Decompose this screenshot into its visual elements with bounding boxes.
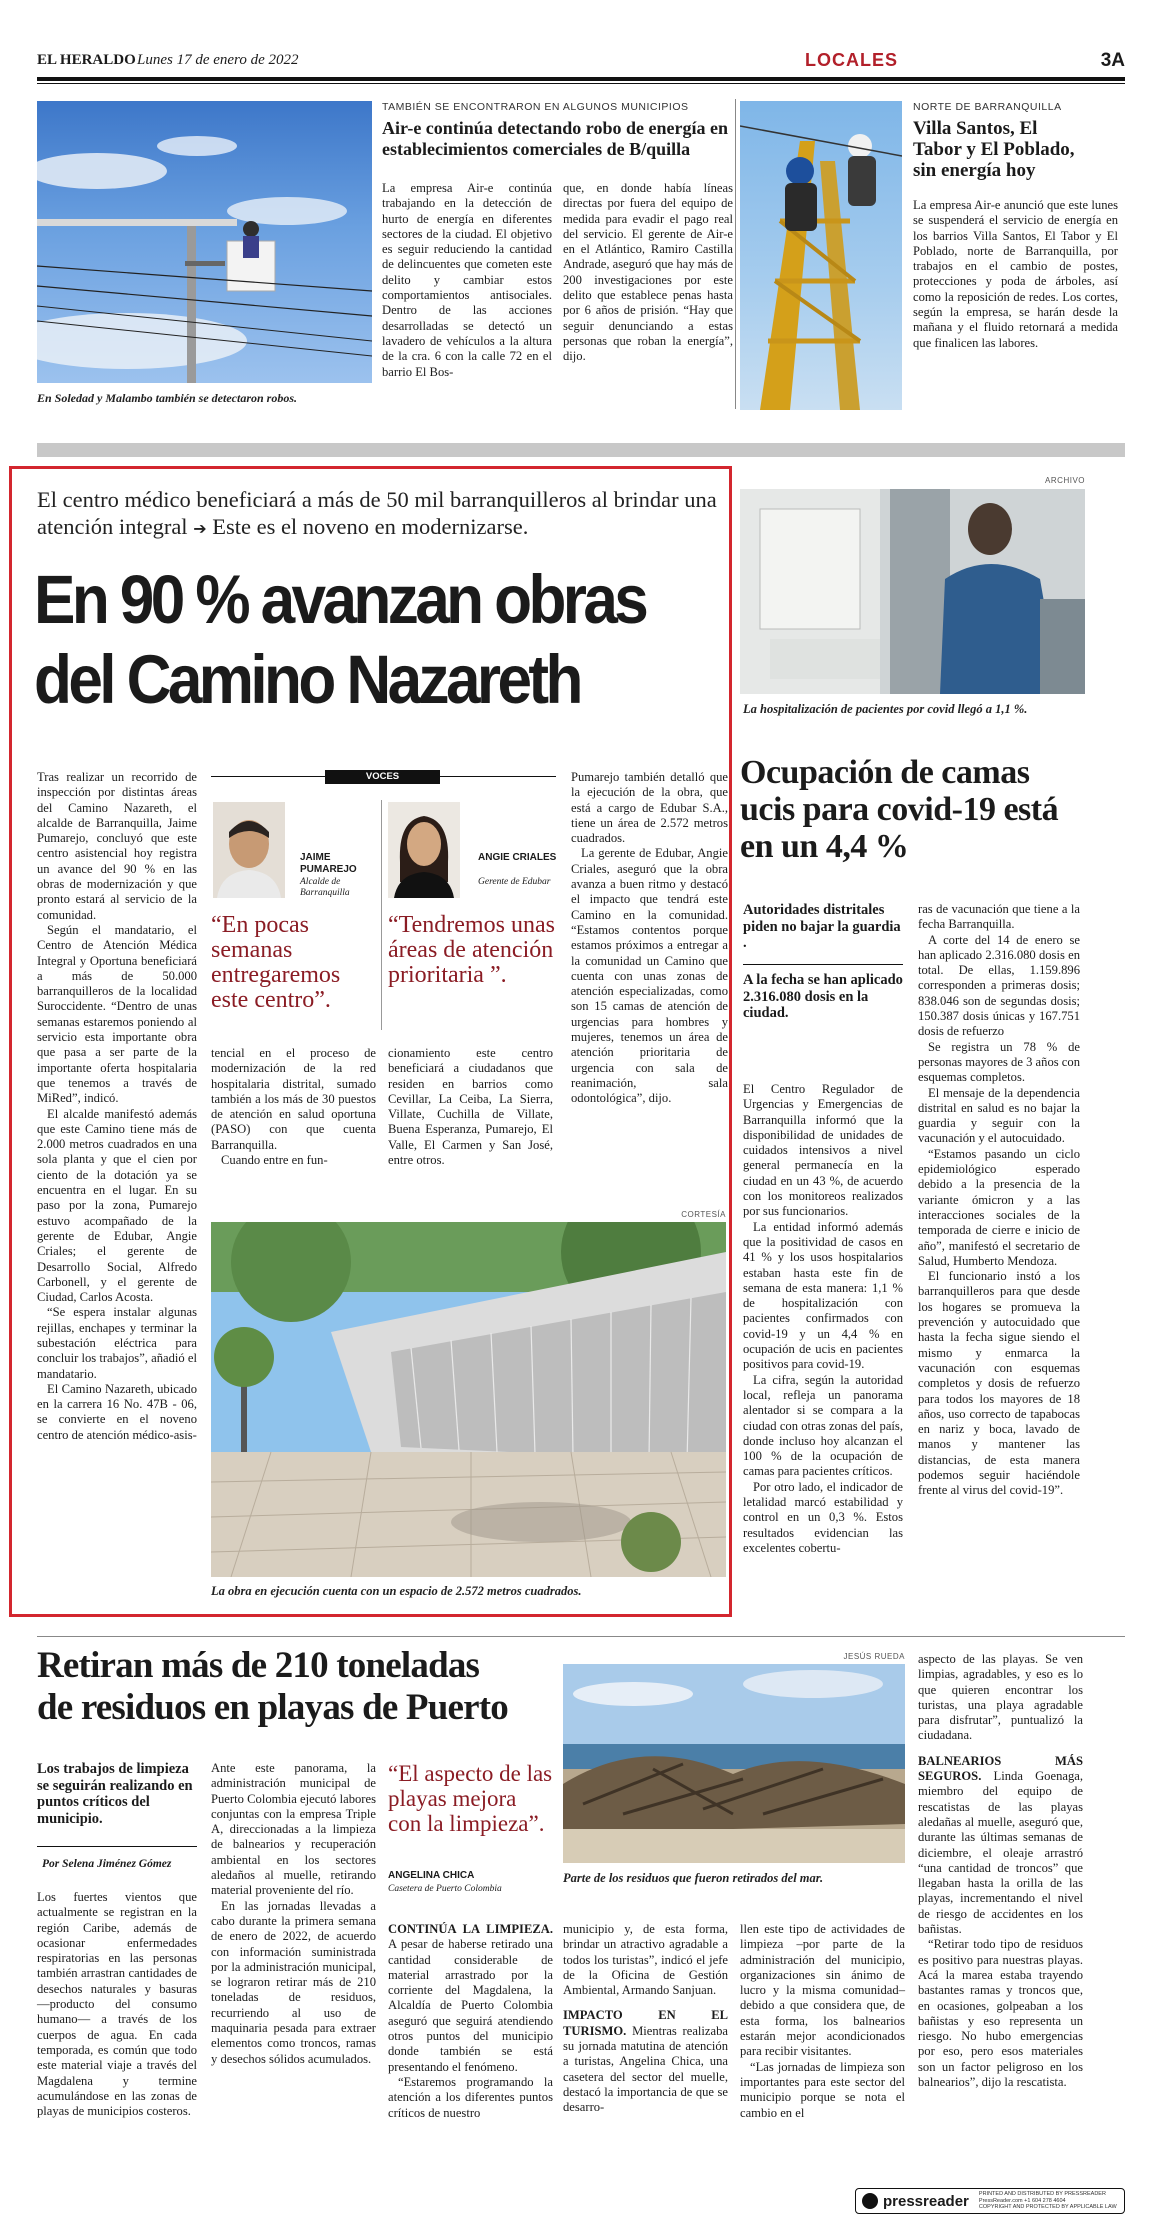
beach-col1-text: Los fuertes vientos que actualmente se registran en la región Caribe, además de ocasionar enfermedades respiratorias en las personas también arrastran cantidades de desechos naturales y basuras —producto del consumo humano— a través de los cuerpos de agua. En cada temporada, es común que todo este material viaje a través del Magdalena y termine acumulándose en las zonas de playas de municipios costeros.: [37, 1890, 197, 2119]
section-divider: [37, 1636, 1125, 1637]
column-divider: [735, 99, 736, 409]
criales-name: ANGIE CRIALES: [478, 852, 557, 863]
beach-col2-p2: En las jornadas llevadas a cabo durante la primera semana de enero de 2022, de acuerdo con información suministrada por la administración municipal, se lograron retirar más de 210 toneladas de residuos, recurriendo al uso de maquinaria pesada para extraer elementos como troncos, ramas y desechos sólidos acumulados.: [211, 1898, 376, 2066]
beach-photo-credit: JESÚS RUEDA: [843, 1652, 905, 1661]
lineman-photo: [740, 101, 902, 410]
beach-col4-p1: municipio y, de esta forma, brindar un atractivo agradable a todos los turistas”, indicó el jefe de la Oficina de Gestión Ambiental, Armando Sanjuan.: [563, 1922, 728, 1998]
covid-sub2: A la fecha se han aplicado 2.316.080 dosis en la ciudad.: [743, 972, 903, 1021]
story1-kicker: TAMBIÉN SE ENCONTRARON EN ALGUNOS MUNICIPIOS: [382, 101, 689, 113]
story1-col1: [382, 181, 552, 380]
arrow-icon: ➔: [193, 519, 207, 538]
beach-col1: [37, 1890, 197, 2119]
beach-col3-head: CONTINÚA LA LIMPIEZA.: [388, 1922, 553, 1936]
beach-sub: Los trabajos de limpieza se seguirán realizando en puntos críticos del municipio.: [37, 1761, 193, 1827]
main-col1-p2: Según el mandatario, el Centro de Atención Médica Integral y Oportuna beneficiará a más de 50.000 barranquilleros de la localidad Suroccidente. “Dentro de unas semanas estaremos poniendo al servicio esta importante obra que pasa a ser parte de la importante oferta hospitalaria que tenemos a través de MiRed”, indicó.: [37, 922, 197, 1106]
beach-col5: [740, 1922, 905, 2121]
pressreader-footer: [855, 2188, 1125, 2214]
story1-photo-caption: En Soledad y Malambo también se detectaron robos.: [37, 391, 298, 405]
pumarejo-name: JAIME PUMAREJO: [300, 852, 357, 875]
beach-photo: [563, 1664, 905, 1863]
main-col1-p4: “Se espera instalar algunas rejillas, enchapes y terminar la subestación eléctrica para concluir los trabajos”, añadió el mandatario.: [37, 1305, 197, 1381]
avatar-criales: [388, 802, 460, 898]
footer-fine-2: PressReader.com +1 604 278 4604: [978, 2197, 1066, 2204]
beach-col5-p2: “Las jornadas de limpieza son importantes para este sector del municipio porque se nota el cambio en el: [740, 2059, 905, 2120]
hospital-photo: [740, 489, 1085, 694]
main-headline: [34, 560, 655, 720]
page-number: 3A: [1100, 50, 1125, 71]
main-deck-text: El centro médico beneficiará a más de 50 mil barranquilleros al brindar una atención integral: [37, 487, 717, 539]
header-rule: [37, 77, 1125, 81]
covid-col1-p3: La cifra, según la autoridad local, refleja un panorama alentador si se compara a la ciudad con otras zonas del país, donde incluso hoy alcanzan el 100 % de la ocupación de camas para pacientes críticos.: [743, 1372, 903, 1479]
main-col1-p1: Tras realizar un recorrido de inspección por distintas áreas del Camino Nazareth, el alcalde de Barranquilla, Jaime Pumarejo, concluyó que este centro asistencial hoy registra un avance del 90 % en las obras de modernización y que pronto estará al servicio de la comunidad.: [37, 770, 197, 922]
masthead: [37, 50, 1125, 76]
main-col1-p5: El Camino Nazareth, ubicado en la carrera 16 No. 47B - 06, se convierte en el noveno centro de atención médico-asis-: [37, 1381, 197, 1442]
footer-fine-1: PRINTED AND DISTRIBUTED BY PRESSREADER: [978, 2191, 1106, 2198]
main-col2: [211, 1046, 376, 1168]
main-col3-p1: cionamiento este centro beneficiará a ciudadanos que residen en barrios como Cevillar, La Ceiba, La Sierra, Villate, Cuchilla de Villate, Buena Esperanza, Pumarejo, El Valle, El Carmen y San José, entre otros.: [388, 1046, 553, 1168]
beach-headline: [37, 1645, 577, 1729]
building-photo: [211, 1222, 726, 1577]
beach-quote-name: ANGELINA CHICA: [388, 1870, 475, 1881]
building-photo-credit: CORTESÍA: [681, 1210, 726, 1219]
beach-col4-text: Mientras realizaba su jornada matutina de atención a turistas, Angelina Chica, una casetera del sector del muelle, destacó la importancia de que se desarro-: [563, 2023, 728, 2115]
beach-byline-rule: [37, 1846, 197, 1847]
pressreader-logo-icon: [862, 2193, 878, 2209]
main-headline-line2: del Camino Nazareth: [34, 641, 580, 718]
beach-headline-line1: Retiran más de 210 toneladas: [37, 1645, 480, 1686]
paper-name: EL HERALDO: [37, 52, 136, 68]
header-rule-thin: [37, 83, 1125, 84]
main-col2-p2: Cuando entre en fun-: [221, 1153, 328, 1168]
covid-photo-caption: La hospitalización de pacientes por covid llegó a 1,1 %.: [743, 702, 1028, 716]
beach-photo-caption: Parte de los residuos que fueron retirados del mar.: [563, 1871, 824, 1885]
main-deck: [37, 486, 727, 542]
main-col4-p1: Pumarejo también detalló que la ejecución de la obra, que está a cargo de Edubar S.A., tiene un área de 2.572 metros cuadrados.: [571, 770, 728, 846]
covid-col2-p1: ras de vacunación que tiene a la fecha Barranquilla.: [918, 902, 1080, 932]
footer-fine-3: COPYRIGHT AND PROTECTED BY APPLICABLE LAW: [978, 2204, 1117, 2211]
beach-col6-head: BALNEARIOS MÁS SEGUROS.: [918, 1753, 1083, 1784]
power-line-photo: [37, 101, 372, 383]
beach-col3-text: A pesar de haberse retirado una cantidad considerable de material arrastrado por la corriente del Magdalena, la Alcaldía de Puerto Colombia aseguró que seguirá atendiendo otros puntos del municipio donde también se está presentando el fenómeno.: [388, 1937, 553, 2074]
separator-band: [37, 443, 1125, 457]
covid-sub1: Autoridades distritales piden no bajar la guardia .: [743, 902, 901, 951]
story2-body-text: La empresa Air-e anunció que este lunes se suspenderá el servicio de energía en los barrios Villa Santos, El Tabor y El Poblado, norte de Barranquilla, por trabajos en el cambio de postes, protecciones y poda de árboles, así como la reposición de redes. Los cortes, según la empresa, se harán desde la mañana y el fluido retornará a medida que finalicen las labores.: [913, 198, 1118, 350]
beach-col3-p2: “Estaremos programando la atención a los diferentes puntos críticos de nuestro: [388, 2074, 553, 2120]
main-col1: [37, 770, 197, 1443]
main-deck-text-2: Este es el noveno en modernizarse.: [212, 514, 529, 539]
beach-quote: “El aspecto de las playas mejora con la limpieza”.: [388, 1761, 553, 1836]
beach-col6-p3: “Retirar todo tipo de residuos es positivo para nuestras playas. Acá la marea estaba trayendo bastantes ramas y troncos que, en ocasiones, golpeaban a los bañistas y eso representa un riesgo. No hubo emergencias por eso, pero esos materiales son un factor peligroso en los balnearios”, dijo la rescatista.: [918, 1937, 1083, 2090]
covid-col2: [918, 902, 1080, 1499]
main-col1-p3: El alcalde manifestó además que este Camino tiene más de 2.000 metros cuadrados en una sola planta y que el cien por ciento de la dotación ya se encuentra en el lugar. En su paso por la zona, Pumarejo estuvo acompañado de la gerente de Edubar, Angie Criales; el gerente de Desarrollo Social, Alfredo Carbonell, y el gerente de Ciudad, Carlos Acosta.: [37, 1106, 197, 1305]
pressreader-brand: pressreader: [883, 2192, 969, 2210]
main-col2-p1: tencial en el proceso de modernización de la red hospitalaria distrital, sumado también a los más de 30 puestos de atención en salud oportuna (PASO) con que cuenta Barranquilla.: [211, 1046, 376, 1152]
story1-col2: [563, 181, 733, 365]
pumarejo-role: Alcalde de Barranquilla: [300, 877, 350, 898]
beach-col4-head: IMPACTO EN EL TURISMO.: [563, 2008, 728, 2038]
story1-headline: Air-e continúa detectando robo de energía en establecimientos comerciales de B/quilla: [382, 118, 728, 159]
beach-col6-p1: aspecto de las playas. Se ven limpias, agradables, y eso es lo que quieren encontrar los turistas, una playa agradable para disfrutar”, puntualizó la ciudadana.: [918, 1652, 1083, 1743]
covid-sub-rule: [743, 964, 903, 965]
covid-col1: [743, 1082, 903, 1556]
beach-headline-line2: de residuos en playas de Puerto: [37, 1687, 508, 1728]
main-col4: [571, 770, 728, 1107]
beach-col5-p1: llen este tipo de actividades de limpieza –por parte de la administración del municipio, organizaciones sin ánimo de lucro y la misma comunidad– debido a que considera que, de esta forma, los balnearios estarán mejor acondicionados para recibir visitantes.: [740, 1922, 905, 2059]
criales-role: Gerente de Edubar: [478, 877, 551, 887]
covid-col2-p4: El mensaje de la dependencia distrital en salud es no bajar la guardia y seguir con la vacunación y el autocuidado.: [918, 1085, 1080, 1146]
covid-col1-p2: La entidad informó además que la positividad de casos en 41 % y los usos hospitalarios estaban hasta este fin de semana de esta manera: 1,1 % de hospitalización con pacientes confirmados con covid-19 y un 4,4 % en ocupación de ucis en pacientes positivos para covid-19.: [743, 1219, 903, 1372]
beach-col6-text: Linda Goenaga, miembro del equipo de rescatistas de las playas aledañas al muelle, aseguró que, durante las últimas semanas de diciembre, el oleaje arrastró “una cantidad de troncos” que llegaban hasta la orilla de las playas, incrementando el nivel de riesgo de accidentes en los bañistas.: [918, 1769, 1083, 1937]
beach-quote-role: Casetera de Puerto Colombia: [388, 1884, 502, 1894]
beach-col6: [918, 1652, 1083, 2090]
pumarejo-quote: “En pocas semanas entregaremos este centro”.: [211, 912, 341, 1013]
covid-col2-p2: A corte del 14 de enero se han aplicado 2.316.080 dosis en total. De ellas, 1.159.896 corresponden a primeras dosis; 838.046 son de segundas dosis; 150.387 dosis únicas y 167.751 dosis de refuerzo: [918, 932, 1080, 1039]
covid-headline: Ocupación de camas ucis para covid-19 está en un 4,4 %: [740, 754, 1059, 865]
covid-photo-credit: ARCHIVO: [1045, 476, 1085, 485]
building-photo-caption: La obra en ejecución cuenta con un espacio de 2.572 metros cuadrados.: [211, 1584, 582, 1598]
avatar-pumarejo: [213, 802, 285, 898]
story1-col1-text: La empresa Air-e continúa trabajando en la detección de hurto de energía en diferentes sectores de la ciudad. El objetivo es seguir reduciendo la cantidad de delincuentes que cometen este delito y cambiar estos comportamientos antisociales. Dentro de las acciones desarrolladas se detectó un lavadero de vehículos a la altura de la cra. 6 con la calle 72 en el barrio El Bos-: [382, 181, 552, 379]
story2-headline: Villa Santos, El Tabor y El Poblado, sin energía hoy: [913, 118, 1075, 181]
voces-divider: [381, 800, 382, 1030]
beach-byline: Por Selena Jiménez Gómez: [42, 1858, 172, 1870]
criales-quote: “Tendremos unas áreas de atención prioritaria ”.: [388, 912, 555, 988]
covid-col1-p1: El Centro Regulador de Urgencias y Emergencias de Barranquilla informó que la disponibilidad de unidades de cuidados intensivos a nivel general permanecía en la ciudad en un 43 %, de acuerdo con los monitoreos realizados por sus funcionarios.: [743, 1082, 903, 1219]
main-headline-line1: En 90 % avanzan obras: [34, 561, 646, 638]
covid-col2-p6: El funcionario instó a los barranquilleros para que desde los hogares se promueva la prevención y autocuidado que hasta la fecha sigue siendo el mismo y enmarca la vacunación con esquemas completos y dosis de refuerzo para todos los mayores de 18 años, uso correcto de tapabocas en nariz y boca, lavado de manos y mantener las distancias, de esta manera podemos seguir haciéndole frente al virus del covid-19”.: [918, 1269, 1080, 1498]
main-col4-p2: La gerente de Edubar, Angie Criales, aseguró que la obra avanza a buen ritmo y destacó el impacto que tendrá este Camino en la comunidad. “Estamos contentos porque estamos próximos a entregar a la comunidad un Camino que cuenta con unas zonas de atención especializadas, como son 15 camas de atención de urgencias para hombres y mujeres, tenemos un área de atención prioritaria de urgencia con sala de reanimación, sala odontológica”, dijo.: [571, 846, 728, 1106]
beach-col2: [211, 1761, 376, 2067]
story1-col2-text: que, en donde había líneas directas por fuera del equipo de medida para evadir el pago real del servicio. El gerente de Air-e en el Atlántico, Ramiro Castilla Andrade, aseguró que hay más de 200 investigaciones por este delito que establece penas hasta por 6 años de prisión. “Hay que seguir denunciando a estas personas que roban la energía”, dijo.: [563, 181, 733, 364]
covid-col2-p3: Se registra un 78 % de personas mayores de 3 años con esquemas completos.: [918, 1039, 1080, 1085]
story2-kicker: NORTE DE BARRANQUILLA: [913, 101, 1062, 113]
covid-col1-p4: Por otro lado, el indicador de letalidad marcó estabilidad y control en un 0,3 %. Estos resultados evidencian las excelentes cobertu-: [743, 1479, 903, 1555]
beach-col2-p1: Ante este panorama, la administración municipal de Puerto Colombia ejecutó labores conjuntas con la empresa Triple A, direccionadas a la limpieza de balnearios y recuperación ambiental en los sectores aledaños al muelle, retirando material proveniente del río.: [211, 1761, 376, 1898]
main-col3: [388, 1046, 553, 1168]
beach-col4: [563, 1922, 728, 2116]
issue-date: Lunes 17 de enero de 2022: [137, 52, 299, 68]
beach-col3: [388, 1922, 553, 2121]
section-name: LOCALES: [805, 50, 899, 70]
covid-col2-p5: “Estamos pasando un ciclo epidemiológico esperado debido a la presencia de la variante ómicron y a las interacciones sociales de la temporada de cierre e inicio de año”, manifestó el secretario de Salud, Humberto Mendoza.: [918, 1146, 1080, 1268]
story2-body: [913, 198, 1118, 351]
voces-label: VOCES: [325, 770, 440, 784]
